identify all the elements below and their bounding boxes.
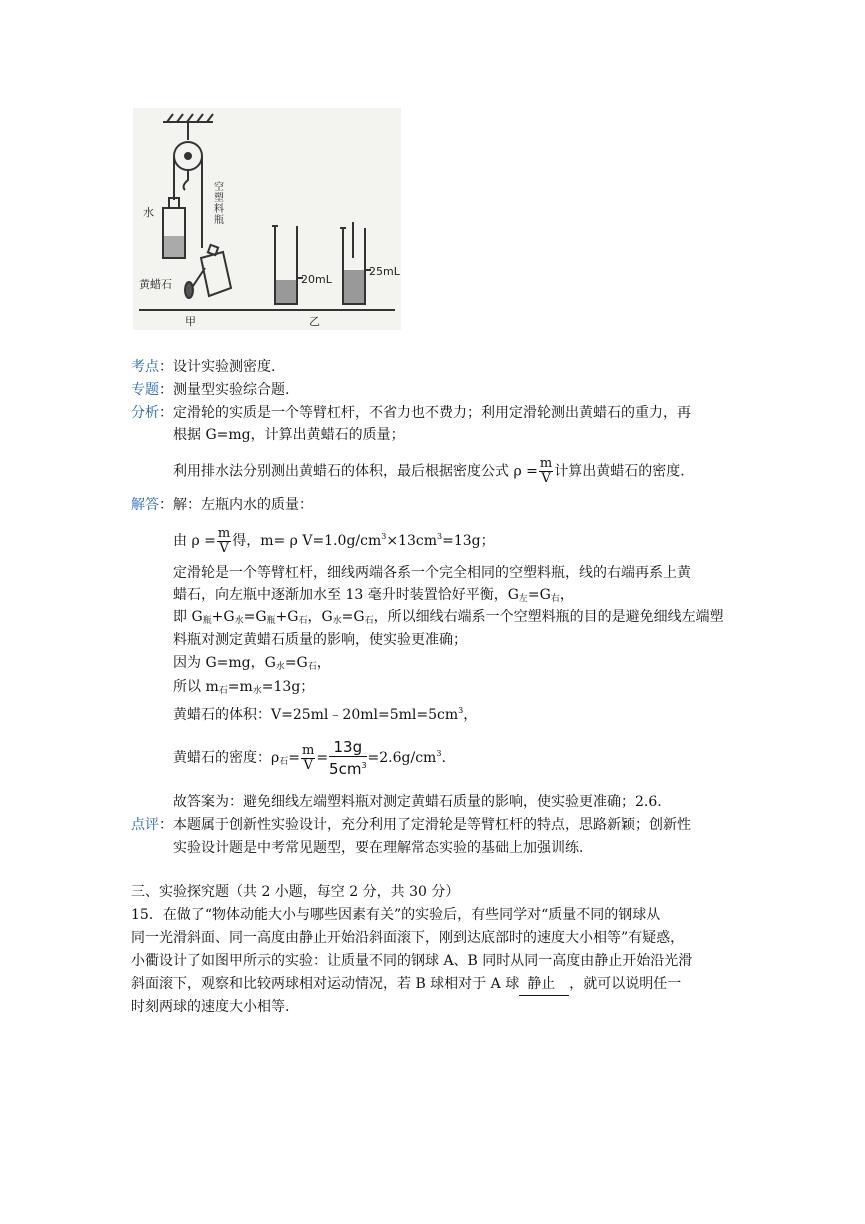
q15-line4 — [131, 974, 681, 996]
fenxi-line3b: 计算出黄蜡石的密度. — [554, 463, 685, 480]
jieda-line10-text: 黄蜡石的密度：ρ — [173, 750, 280, 766]
label-20ml: 20mL — [301, 273, 332, 286]
jieda-line1: 解：左瓶内水的质量： — [173, 497, 313, 513]
dianping-row: 点评：本题属于创新性实验设计，充分利用了定滑轮是等臂杠杆的特点，思路新颖；创新性 — [131, 817, 691, 833]
fenxi-line1: 定滑轮的实质是一个等臂杠杆，不省力也不费力；利用定滑轮测出黄蜡石的重力，再 — [173, 405, 691, 421]
jieda-line9-text: 黄蜡石的体积：V=25ml﹣20ml=5ml=5cm — [173, 707, 459, 723]
frac3-v: V — [303, 757, 313, 773]
jieda-row: 解答：解：左瓶内水的质量： — [131, 497, 313, 513]
fenxi-tag: 分析 — [131, 405, 159, 421]
formula-rho-3 — [301, 744, 315, 773]
jieda-tag: 解答 — [131, 497, 159, 513]
fenxi-line3a: 利用排水法分别测出黄蜡石的体积，最后根据密度公式 ρ = — [173, 463, 538, 480]
frac3-m: m — [301, 742, 315, 758]
q15-line4b: ，就可以说明任一 — [569, 976, 682, 992]
zhuanti-text: 测量型实验综合题. — [173, 382, 290, 398]
frac-v: V — [541, 471, 551, 486]
label-25ml: 25mL — [369, 265, 400, 278]
label-stone: 黄蜡石 — [139, 278, 172, 291]
formula-13g-5cm3: $\frac{13g}{5cm^3}$ — [329, 738, 367, 778]
kaodian-tag: 考点 — [131, 359, 159, 375]
jieda-line5-text: 即 G — [173, 609, 203, 625]
frac-m: m — [539, 456, 553, 471]
fenxi-line3 — [173, 457, 685, 486]
frac2-m: m — [217, 525, 231, 541]
fenxi-line2: 根据 G=mg，计算出黄蜡石的质量； — [173, 427, 405, 443]
q15-line4a: 斜面滚下，观察和比较两球相对运动情况，若 B 球相对于 A 球 — [131, 976, 520, 992]
frac-5cm: 5cm — [329, 760, 362, 778]
jieda-line2c: ×13cm — [386, 533, 438, 549]
label-jia: 甲 — [185, 315, 196, 328]
dianping-tag: 点评 — [131, 817, 159, 833]
label-water: 水 — [143, 206, 154, 219]
jieda-line8-text: 所以 m — [173, 679, 219, 695]
q15-answer-blank: 静止 — [519, 974, 569, 996]
jieda-line6: 料瓶对测定黄蜡石质量的影响，使实验更准确； — [173, 632, 467, 648]
fenxi-row: 分析：定滑轮的实质是一个等臂杠杆，不省力也不费力；利用定滑轮测出黄蜡石的重力，再 — [131, 405, 691, 421]
section3-heading: 三、实验探究题（共 2 小题，每空 2 分，共 30 分） — [131, 884, 460, 900]
dianping-line1: 本题属于创新性实验设计，充分利用了定滑轮是等臂杠杆的特点，思路新颖；创新性 — [173, 817, 691, 833]
jieda-line2d: =13g； — [442, 533, 495, 549]
frac2-v: V — [219, 540, 229, 556]
jieda-line5: 即 $G_瓶+G_水=G_瓶+G_石$，$G_水=G_石$，所以细线右端系一个空塑料瓶的目的是避免细线左端塑 — [173, 609, 724, 626]
kaodian-row: 考点：设计实验测密度. — [131, 359, 276, 375]
jieda-line7-text: 因为 G=mg，G — [173, 655, 276, 671]
frac-13g: 13g — [329, 738, 367, 757]
jieda-line11: 故答案为：避免细线左端塑料瓶对测定黄蜡石质量的影响，使实验更准确；2.6. — [173, 794, 662, 810]
q15-line2: 同一光滑斜面、同一高度由静止开始沿斜面滚下，刚到达底部时的速度大小相等”有疑惑， — [131, 930, 685, 946]
label-bottle: 空塑料瓶 — [214, 182, 224, 226]
kaodian-text: 设计实验测密度. — [173, 359, 276, 375]
formula-rho — [539, 457, 553, 486]
jieda-line8: 所以 $m_石=m_水=13g$； — [173, 679, 315, 696]
jieda-line2: 由 ρ = $\frac{m}{V}$ 得，m= ρ $V=1.0g/cm^3\times 13cm^3=13g$； — [173, 525, 495, 556]
zhuanti-tag: 专题 — [131, 382, 159, 398]
zhuanti-row: 专题：测量型实验综合题. — [131, 382, 290, 398]
jieda-line9: 黄蜡石的体积：$V=25ml﹣20ml=5ml=5cm^3$， — [173, 706, 478, 723]
jieda-line3: 定滑轮是一个等臂杠杆，细线两端各系一个完全相同的空塑料瓶，线的右端再系上黄 — [173, 565, 691, 581]
q15-line3: 小衢设计了如图甲所示的实验：让质量不同的钢球 A、B 同时从同一高度由静止开始沿光滑 — [131, 953, 693, 969]
experiment-figure — [133, 108, 401, 330]
jieda-line10: 黄蜡石的密度：$\rho_石=$ $\frac{m}{V}$ = $\frac{13g}{5cm^3}$ $=2.6g/cm^3$. — [173, 738, 446, 778]
label-yi: 乙 — [309, 315, 320, 328]
jieda-line4-text: 蜡石，向左瓶中逐渐加水至 13 毫升时装置恰好平衡，G — [173, 587, 519, 603]
jieda-line2a: 由 ρ = — [173, 533, 216, 549]
dianping-line2: 实验设计题是中考常见题型，要在理解常态实验的基础上加强训练. — [173, 840, 584, 856]
q15-line1: 15．在做了“物体动能大小与哪些因素有关”的实验后，有些同学对“质量不同的钢球从 — [131, 907, 661, 923]
jieda-line7: 因为 G=mg，$G_水=G_石$， — [173, 655, 331, 672]
formula-rho-2 — [217, 527, 231, 556]
jieda-line10b: =2.6g/cm — [367, 750, 437, 766]
q15-line5: 时刻两球的速度大小相等. — [131, 999, 290, 1015]
jieda-line4: 蜡石，向左瓶中逐渐加水至 13 毫升时装置恰好平衡，$G_左=G_右$， — [173, 587, 574, 604]
jieda-line2b: 得，m= ρ V=1.0g/cm — [232, 533, 382, 549]
